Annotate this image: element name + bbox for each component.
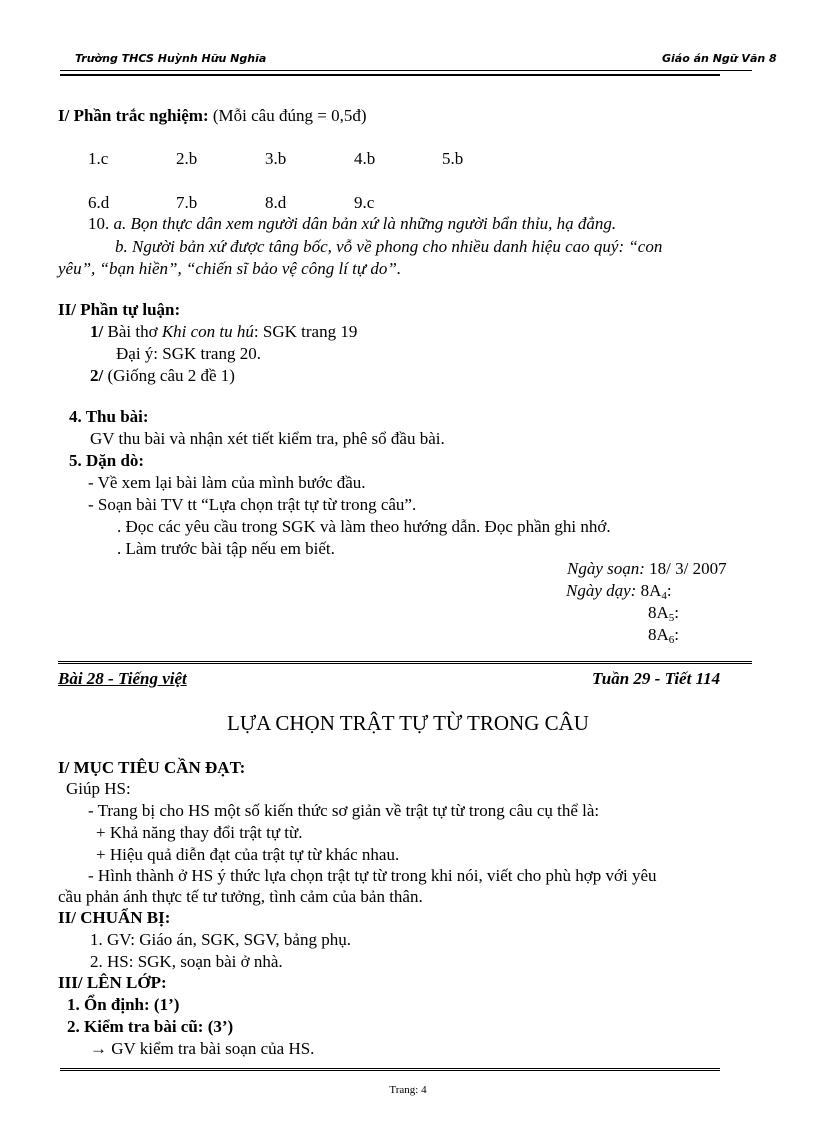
objectives-line-2: + Khả năng thay đổi trật tự từ. (96, 823, 303, 842)
answer-2: 2.b (176, 149, 198, 168)
lesson-rule (58, 661, 752, 664)
date-prepared-label: Ngày soạn: (567, 559, 645, 578)
q10-answer-b-line2: yêu”, “bạn hiền”, “chiến sĩ bảo vệ công lí tự do”. (58, 259, 402, 278)
objectives-line-3: + Hiệu quả diễn đạt của trật tự từ khác nhau. (96, 845, 400, 864)
essay-item-1-sub: Đại ý: SGK trang 20. (116, 344, 261, 363)
q10-answer-b-line1: b. Người bản xứ được tâng bốc, vỗ về phong cho nhiều danh hiệu cao quý: “con (115, 237, 663, 256)
section2-title: II/ Phần tự luận: (58, 300, 181, 319)
section5-line-1: - Về xem lại bài làm của mình bước đầu. (88, 473, 366, 492)
class-steps-title: III/ LÊN LỚP: (58, 973, 167, 992)
objectives-line-4: - Hình thành ở HS ý thức lựa chọn trật tự từ trong khi nói, viết cho phù hợp với yêu (88, 866, 657, 885)
section5-line-3: . Đọc các yêu cầu trong SGK và làm theo hướng dẫn. Đọc phần ghi nhớ. (117, 517, 611, 536)
footer-rule (60, 1068, 720, 1071)
answer-8: 8.d (265, 193, 287, 212)
section1-heading (58, 105, 366, 126)
essay-item-1-post: : SGK trang 19 (253, 322, 358, 341)
objectives-line-5: cầu phản ánh thực tế tư tưởng, tình cảm của bản thân. (58, 887, 423, 906)
essay-item-1-work: Khi con tu hú (161, 322, 254, 341)
header-rule-top (60, 70, 752, 71)
q10-answer-a: a. Bọn thực dân xem người dân bản xứ là những người bẩn thỉu, hạ đẳng. (113, 214, 617, 233)
section5-title: 5. Dặn dò: (69, 451, 145, 470)
q10-line-a (88, 213, 616, 234)
lesson-right-label: Tuần 29 - Tiết 114 (592, 669, 721, 688)
header-school: Trường THCS Huỳnh Hữu Nghĩa (75, 52, 267, 65)
answer-4: 4.b (354, 149, 376, 168)
date-teaching: Ngày dạy: $8A_4$: (566, 581, 672, 602)
lesson-left-label: Bài 28 - Tiếng việt (58, 669, 187, 688)
section1-note: (Mỗi câu đúng = 0,5đ) (212, 106, 367, 125)
header-rule-bottom (60, 74, 720, 76)
prep-gv: 1. GV: Giáo án, SGK, SGV, bảng phụ. (90, 930, 351, 949)
date-teaching-label: Ngày dạy: (566, 581, 637, 600)
class-step-2: 2. Kiểm tra bài cũ: (3’) (67, 1017, 234, 1036)
lesson-title: LỰA CHỌN TRẬT TỰ TỪ TRONG CÂU (227, 711, 589, 735)
essay-item-1-pre: Bài thơ (103, 322, 162, 341)
date-teaching-class-3: $8A_6$: (648, 625, 680, 646)
arrow-right-icon: → (90, 1039, 107, 1058)
section4-title: 4. Thu bài: (69, 407, 149, 426)
answer-7: 7.b (176, 193, 198, 212)
section5-line-4: . Làm trước bài tập nếu em biết. (117, 539, 335, 558)
essay-item-2-text: (Giống câu 2 đề 1) (103, 366, 235, 385)
answer-9: 9.c (354, 193, 375, 212)
essay-item-1 (90, 321, 357, 342)
class-step-2-detail (90, 1038, 314, 1059)
q10-number: 10. (88, 214, 110, 233)
answer-6: 6.d (88, 193, 110, 212)
prep-title: II/ CHUẨN BỊ: (58, 908, 171, 927)
answer-3: 3.b (265, 149, 287, 168)
section4-text: GV thu bài và nhận xét tiết kiểm tra, phê sổ đầu bài. (90, 429, 445, 448)
essay-item-2 (90, 365, 235, 386)
section5-line-2: - Soạn bài TV tt “Lựa chọn trật tự từ trong câu”. (88, 495, 417, 514)
answer-5: 5.b (442, 149, 464, 168)
answer-1: 1.c (88, 149, 109, 168)
objectives-title: I/ MỤC TIÊU CẦN ĐẠT: (58, 758, 246, 777)
footer-page-number: Trang: 4 (389, 1084, 427, 1096)
header-subject: Giáo án Ngữ Văn 8 (662, 52, 777, 65)
essay-item-1-number: 1/ (90, 322, 104, 341)
class-step-2-text: GV kiểm tra bài soạn của HS. (107, 1039, 315, 1058)
objectives-intro: Giúp HS: (66, 779, 131, 798)
class-step-1: 1. Ổn định: (1’) (67, 995, 180, 1014)
objectives-line-1: - Trang bị cho HS một số kiến thức sơ giản về trật tự từ trong câu cụ thể là: (88, 801, 600, 820)
prep-hs: 2. HS: SGK, soạn bài ở nhà. (90, 952, 283, 971)
essay-item-2-number: 2/ (90, 366, 104, 385)
section1-title: I/ Phần trắc nghiệm: (58, 106, 209, 125)
date-prepared-value: 18/ 3/ 2007 (644, 559, 727, 578)
date-prepared (567, 558, 727, 579)
date-teaching-class-2: $8A_5$: (648, 603, 680, 624)
